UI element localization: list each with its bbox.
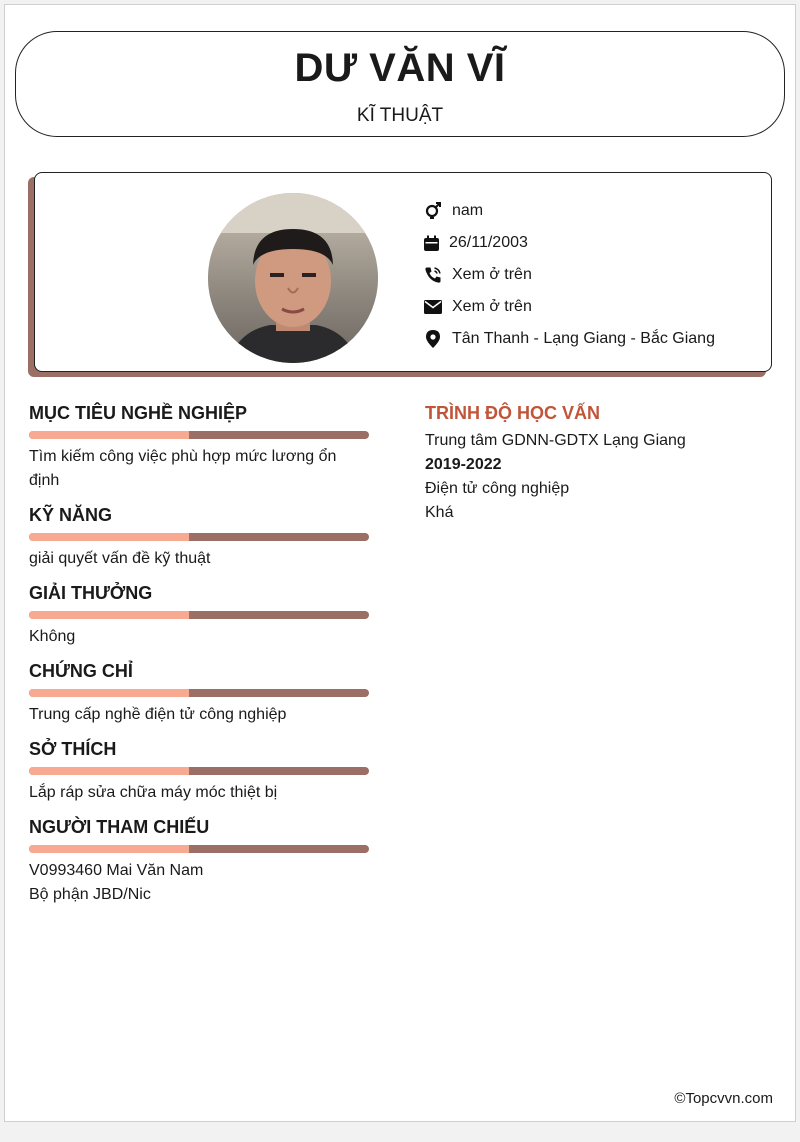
birthday-value: 26/11/2003 [449, 234, 528, 251]
section-text: giải quyết vấn đề kỹ thuật [29, 550, 211, 567]
section-divider-bar [29, 611, 369, 619]
section-title: SỞ THÍCH [29, 739, 117, 759]
section-certificates [29, 659, 369, 727]
section-title: GIẢI THƯỞNG [29, 583, 153, 603]
address-value: Tân Thanh - Lạng Giang - Bắc Giang [452, 330, 715, 347]
section-divider-bar [29, 431, 369, 439]
section-text: Tìm kiếm công việc phù hợp mức lương ổn định [29, 448, 337, 489]
phone-value: Xem ở trên [452, 266, 532, 283]
section-divider-bar [29, 533, 369, 541]
cv-page [4, 4, 796, 1122]
section-references [29, 815, 369, 907]
section-divider-bar [29, 845, 369, 853]
footer-copyright: ©Topcvvn.com [674, 1090, 773, 1107]
phone-icon [423, 265, 443, 285]
section-title: CHỨNG CHỈ [29, 661, 133, 681]
contact-address [423, 323, 715, 355]
education-period: 2019-2022 [425, 456, 502, 473]
education-title: TRÌNH ĐỘ HỌC VẤN [425, 403, 600, 423]
contact-birthday [423, 227, 715, 259]
envelope-icon [423, 297, 443, 317]
section-divider-bar [29, 767, 369, 775]
education-school: Trung tâm GDNN-GDTX Lạng Giang [425, 432, 686, 449]
gender-icon [423, 201, 443, 221]
location-pin-icon [423, 329, 443, 349]
gender-value: nam [452, 202, 484, 219]
calendar-icon [423, 233, 440, 253]
candidate-role: KĨ THUẬT [356, 105, 444, 126]
section-title: KỸ NĂNG [29, 505, 113, 525]
section-skills [29, 503, 369, 571]
section-text: Bộ phận JBD/Nic [29, 886, 151, 903]
left-column [29, 401, 369, 917]
email-value: Xem ở trên [452, 298, 532, 315]
section-text: Không [29, 628, 76, 645]
info-card [34, 172, 772, 372]
section-text: Lắp ráp sửa chữa máy móc thiệt bị [29, 784, 278, 801]
section-career-objective [29, 401, 369, 493]
section-hobbies [29, 737, 369, 805]
right-column [425, 401, 765, 525]
section-title: NGƯỜI THAM CHIẾU [29, 817, 210, 837]
avatar [208, 193, 378, 363]
section-text: Trung cấp nghề điện tử công nghiệp [29, 706, 287, 723]
section-text: V0993460 Mai Văn Nam [29, 862, 204, 879]
contact-phone [423, 259, 715, 291]
contact-gender [423, 195, 715, 227]
candidate-name: DƯ VĂN VĨ [294, 46, 506, 90]
header-box [15, 31, 785, 137]
education-major: Điện tử công nghiệp [425, 480, 570, 497]
contact-email [423, 291, 715, 323]
section-title: MỤC TIÊU NGHỀ NGHIỆP [29, 403, 248, 423]
section-awards [29, 581, 369, 649]
education-grade: Khá [425, 504, 454, 521]
avatar-photo [208, 193, 378, 363]
contact-list [423, 195, 715, 355]
section-divider-bar [29, 689, 369, 697]
